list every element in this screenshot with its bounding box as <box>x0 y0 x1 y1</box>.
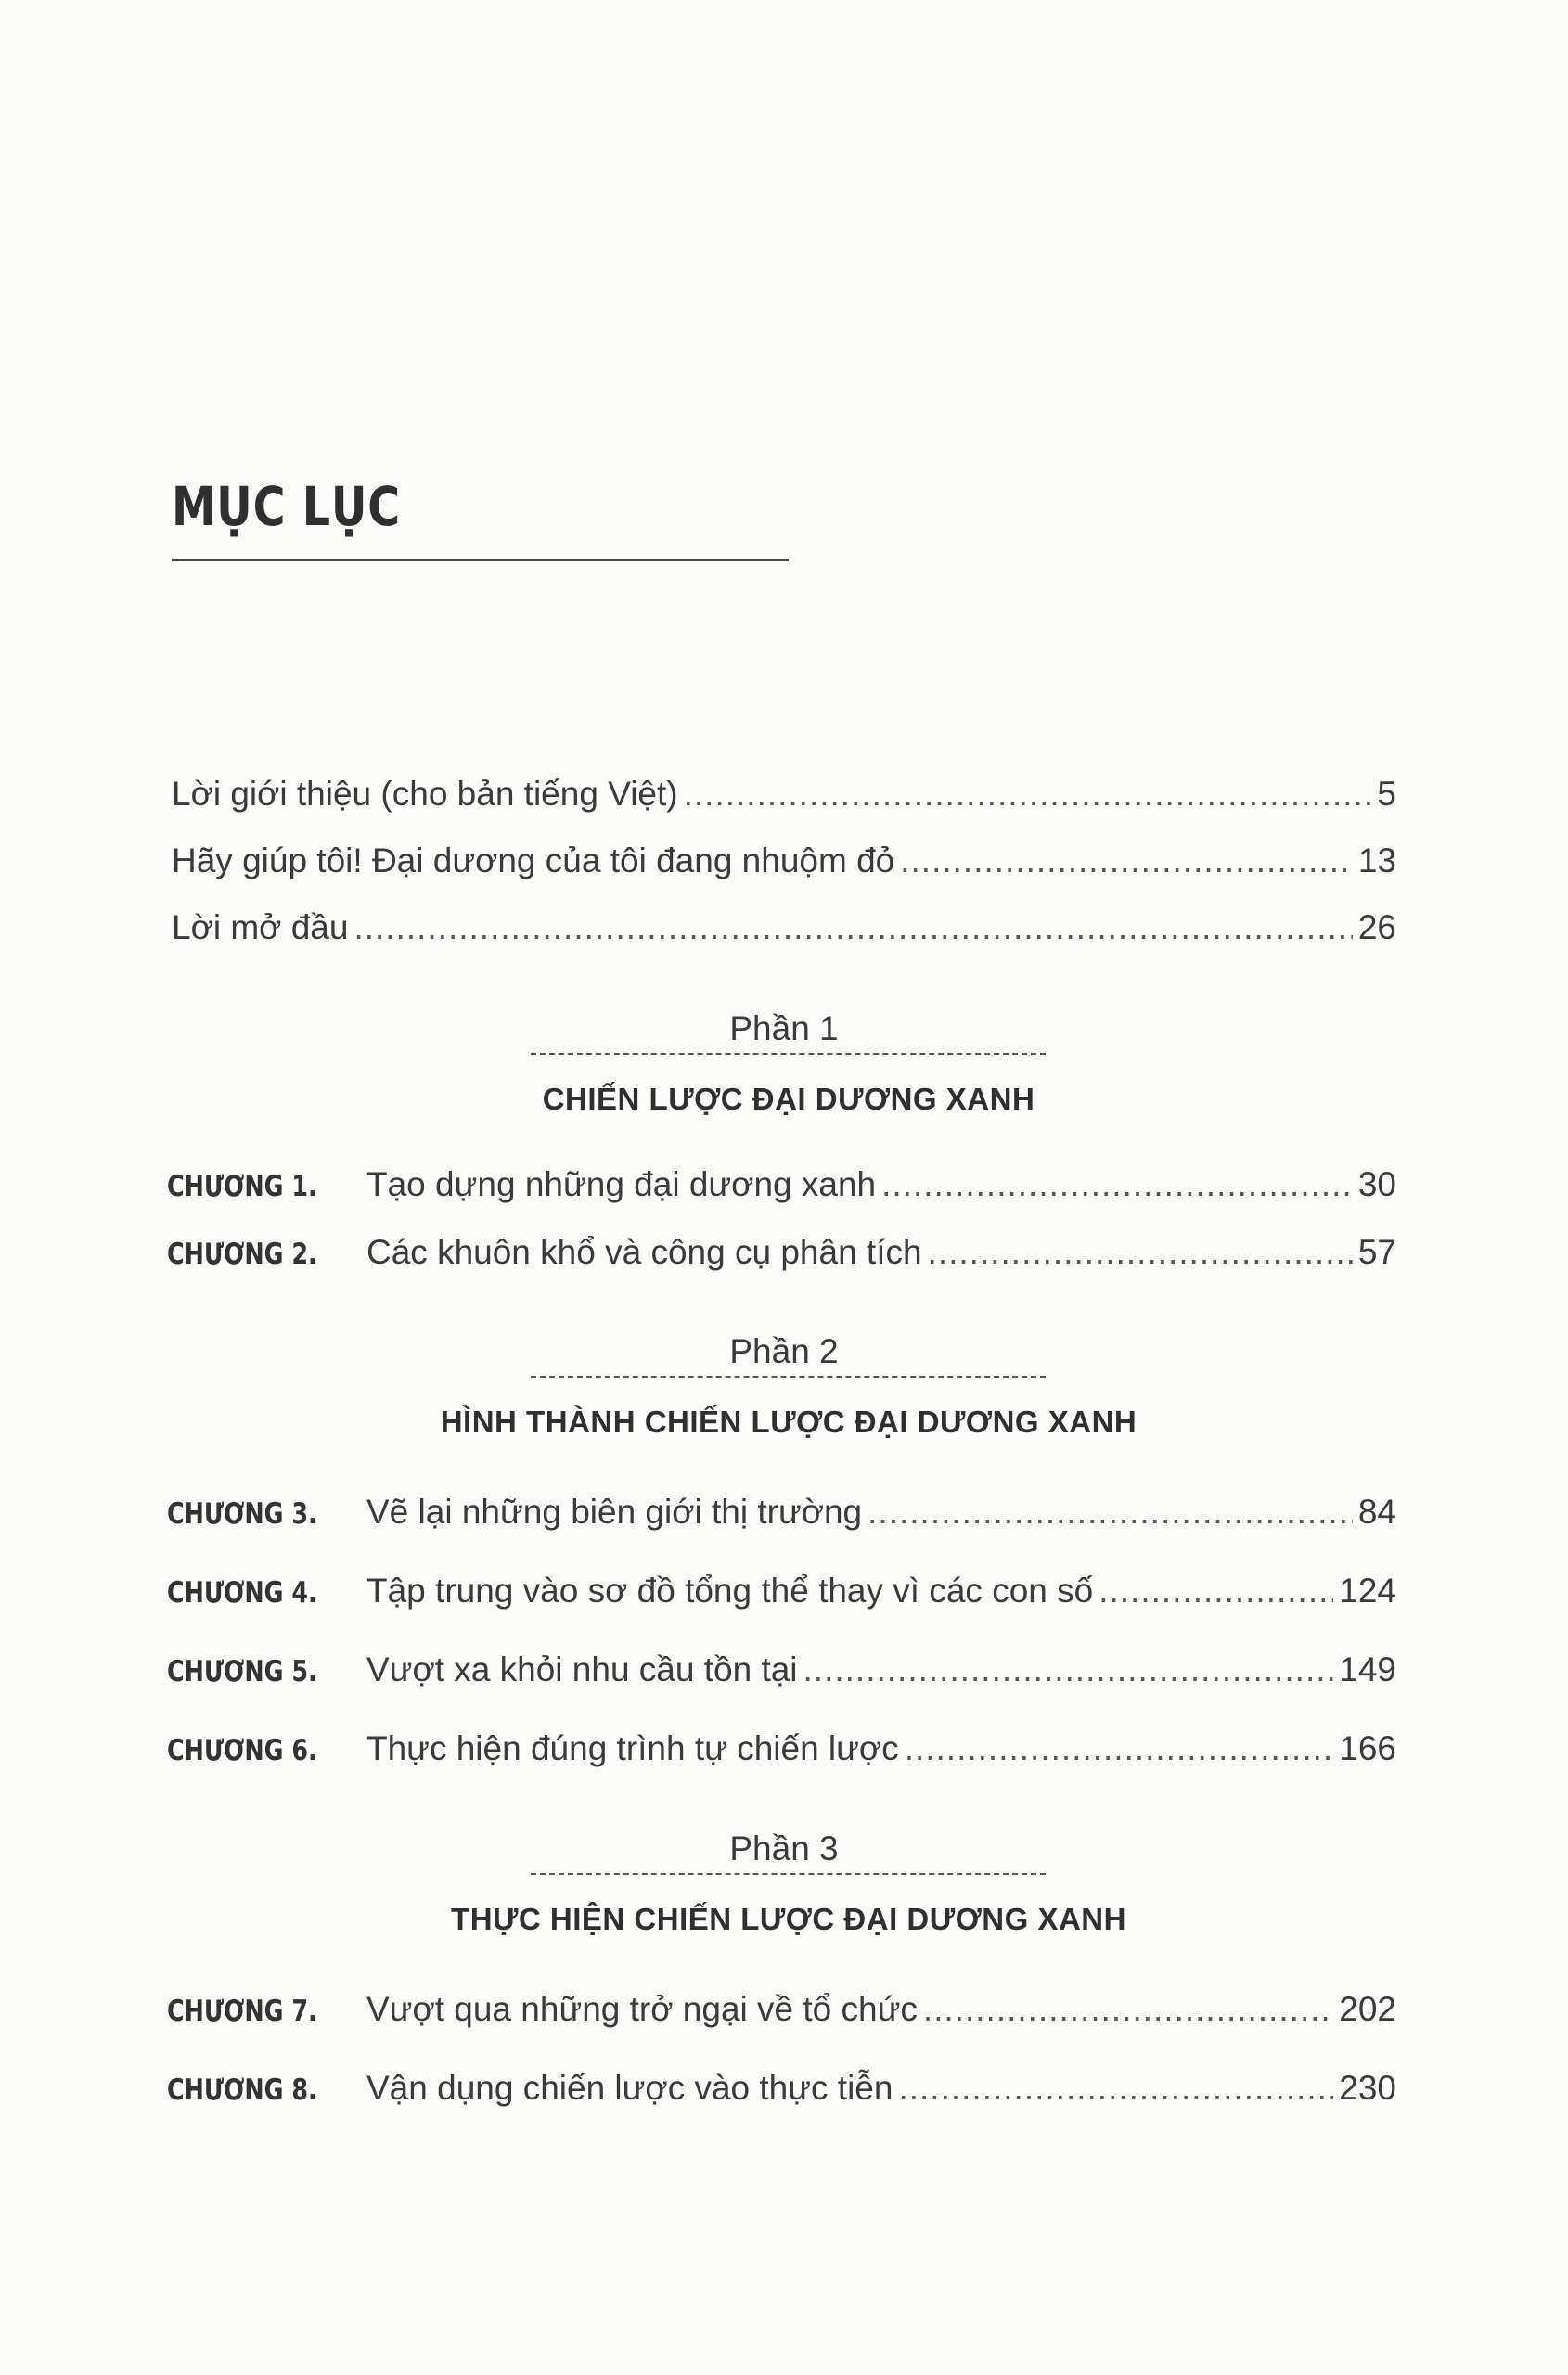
page-title: MỤC LỤC <box>172 475 401 538</box>
toc-page-number: 13 <box>1357 841 1396 879</box>
chapter-label: CHƯƠNG 4. <box>167 1576 317 1610</box>
part-label: Phần 2 <box>729 1332 839 1370</box>
toc-entry-text: Tập trung vào sơ đồ tổng thể thay vì các con số <box>366 1572 1094 1610</box>
toc-entry-text: Hãy giúp tôi! Đại dương của tôi đang nhuộm đỏ <box>172 841 895 879</box>
part-label: Phần 1 <box>729 1009 839 1047</box>
toc-page-number: 230 <box>1339 2069 1396 2107</box>
toc-entry-text: Thực hiện đúng trình tự chiến lược <box>366 1729 899 1767</box>
chapter-label: CHƯƠNG 5. <box>167 1655 317 1688</box>
toc-entry-text: Các khuôn khổ và công cụ phân tích <box>366 1233 922 1271</box>
toc-entry[interactable] <box>172 841 1396 880</box>
leader-dots <box>923 1990 1333 2029</box>
chapter-label: CHƯƠNG 2. <box>167 1238 317 1271</box>
toc-page-number: 124 <box>1339 1572 1396 1610</box>
toc-page-number: 149 <box>1339 1650 1396 1688</box>
leader-dots <box>905 1729 1334 1768</box>
leader-dots <box>803 1650 1334 1689</box>
toc-entry-text: Lời giới thiệu (cho bản tiếng Việt) <box>172 775 678 813</box>
chapter-label: CHƯƠNG 6. <box>167 1734 317 1767</box>
toc-entry-text: Vượt qua những trở ngại về tổ chức <box>366 1990 918 2028</box>
leader-dots <box>684 775 1372 814</box>
part-title: THỰC HIỆN CHIẾN LƯỢC ĐẠI DƯƠNG XANH <box>451 1902 1126 1936</box>
part-divider <box>531 1376 1046 1378</box>
toc-page-number: 57 <box>1357 1233 1396 1271</box>
toc-entry-text: Vẽ lại những biên giới thị trường <box>366 1493 863 1531</box>
leader-dots <box>898 2069 1333 2108</box>
chapter-label: CHƯƠNG 7. <box>167 1995 317 2028</box>
leader-dots <box>353 908 1352 947</box>
toc-chapter-entry[interactable] <box>167 1233 1396 1272</box>
part-title: CHIẾN LƯỢC ĐẠI DƯƠNG XANH <box>542 1082 1035 1116</box>
toc-chapter-entry[interactable] <box>167 1493 1396 1532</box>
part-label: Phần 3 <box>729 1829 839 1868</box>
leader-dots <box>1099 1572 1333 1611</box>
toc-entry-text: Vượt xa khỏi nhu cầu tồn tại <box>366 1650 798 1688</box>
toc-page-number: 202 <box>1339 1990 1396 2028</box>
toc-page-number: 30 <box>1357 1165 1396 1203</box>
title-underline <box>172 559 789 561</box>
toc-chapter-entry[interactable] <box>167 1729 1396 1768</box>
toc-entry[interactable] <box>172 775 1396 814</box>
toc-chapter-entry[interactable] <box>167 1572 1396 1611</box>
leader-dots <box>868 1493 1353 1532</box>
part-divider <box>531 1873 1046 1875</box>
part-divider <box>531 1053 1046 1055</box>
leader-dots <box>928 1233 1353 1272</box>
toc-chapter-entry[interactable] <box>167 2069 1396 2108</box>
leader-dots <box>900 841 1353 880</box>
chapter-label: CHƯƠNG 3. <box>167 1497 317 1531</box>
chapter-label: CHƯƠNG 8. <box>167 2073 317 2107</box>
toc-entry-text: Vận dụng chiến lược vào thực tiễn <box>366 2069 893 2107</box>
part-title: HÌNH THÀNH CHIẾN LƯỢC ĐẠI DƯƠNG XANH <box>440 1405 1137 1439</box>
toc-entry-text: Lời mở đầu <box>172 908 349 946</box>
chapter-label: CHƯƠNG 1. <box>167 1170 317 1203</box>
toc-chapter-entry[interactable] <box>167 1165 1396 1204</box>
toc-page-number: 26 <box>1357 908 1396 946</box>
toc-page-number: 84 <box>1357 1493 1396 1531</box>
toc-chapter-entry[interactable] <box>167 1650 1396 1689</box>
toc-entry[interactable] <box>172 908 1396 947</box>
toc-entry-text: Tạo dựng những đại dương xanh <box>366 1165 877 1203</box>
toc-page-number: 5 <box>1377 775 1396 813</box>
leader-dots <box>881 1165 1353 1204</box>
toc-page-number: 166 <box>1339 1729 1396 1767</box>
toc-chapter-entry[interactable] <box>167 1990 1396 2029</box>
